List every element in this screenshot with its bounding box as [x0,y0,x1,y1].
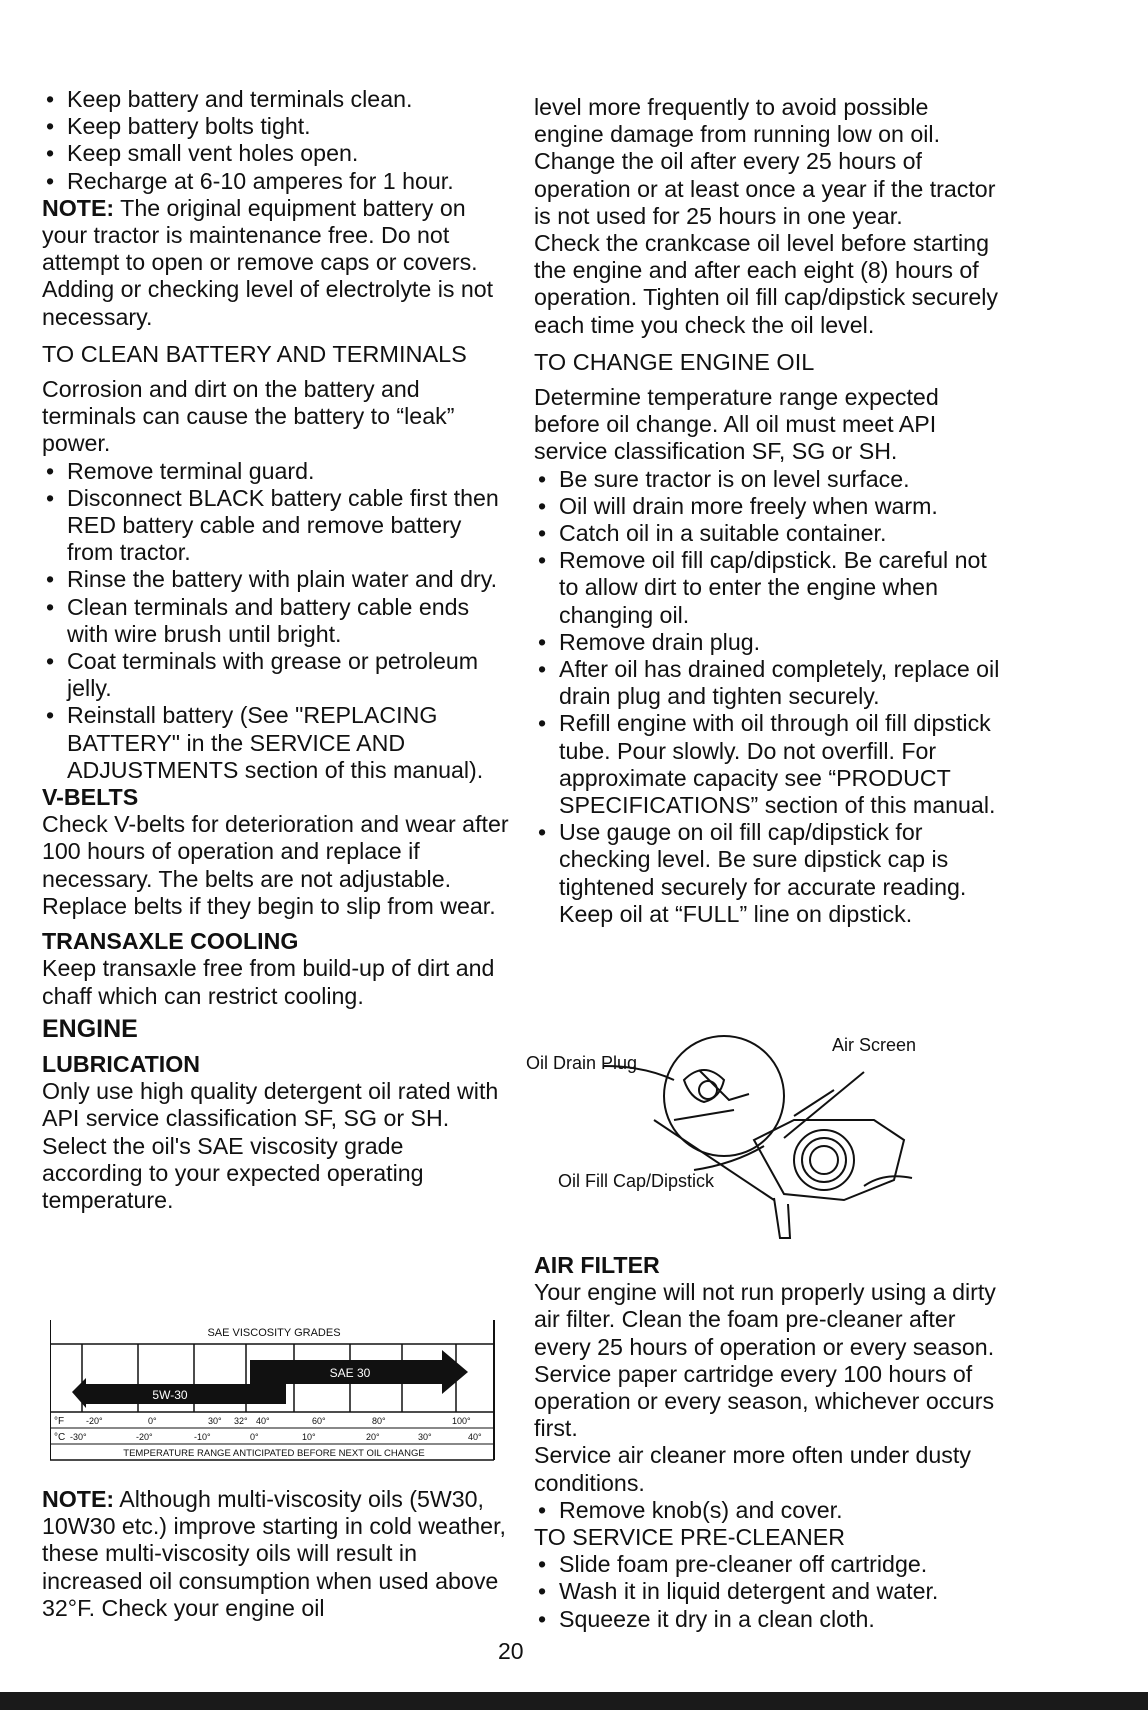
list-item: • Use gauge on oil fill cap/dipstick for checking level. Be sure dipstick cap is tightened securely for accurate reading. Keep oil at “FULL” line on dipstick. [534,819,1004,928]
list-item: • Be sure tractor is on level surface. [534,466,1004,493]
tick-label: -20° [136,1432,153,1442]
pre-cleaner-steps [534,1551,1004,1633]
oil-fill-cap-label: Oil Fill Cap/Dipstick [558,1171,715,1191]
list-item: • Oil will drain more freely when warm. [534,493,1004,520]
engine-oil-figure [524,1020,944,1252]
tick-label: 20° [366,1432,380,1442]
list-item: • After oil has drained completely, replace oil drain plug and tighten securely. [534,656,1004,710]
clean-battery-heading: TO CLEAN BATTERY AND TERMINALS [42,340,467,367]
vbelts-heading: V-BELTS [42,784,139,811]
list-item: • Disconnect BLACK battery cable first then RED battery cable and remove battery from tractor. [42,485,510,567]
chart-footer: TEMPERATURE RANGE ANTICIPATED BEFORE NEXT OIL CHANGE [123,1448,425,1459]
transaxle-text: Keep transaxle free from build-up of dirt and chaff which can restrict cooling. [42,955,495,1009]
note-text: Although multi-viscosity oils (5W30, 10W30 etc.) improve starting in cold weather, these multi-viscosity oils will result in increased oil consumption when used above 32°F. Check your engine oil [42,1486,506,1621]
list-item: • Keep battery bolts tight. [42,113,510,140]
tick-label: 32° [234,1416,248,1426]
change-oil-intro: Determine temperature range expected before oil change. All oil must meet API service classification SF, SG or SH. [534,384,939,465]
tick-label: 0° [148,1416,157,1426]
tick-label: 0° [250,1432,259,1442]
tick-label: 40° [256,1416,270,1426]
list-item: • Reinstall battery (See "REPLACING BATTERY" in the SERVICE AND ADJUSTMENTS section of this manual). [42,702,510,784]
page-number: 20 [498,1638,524,1664]
oil-check-continued: level more frequently to avoid possible engine damage from running low on oil. Change the oil after every 25 hours of operation or at least once a year if the tractor is not used for 25 hours in one year. [534,94,996,229]
oil-drain-plug-label: Oil Drain Plug [526,1053,638,1073]
clean-battery-steps [42,458,510,784]
list-item: • Remove knob(s) and cover. [534,1497,1004,1524]
tick-label: 100° [452,1416,471,1426]
list-item: • Catch oil in a suitable container. [534,520,1004,547]
list-item: • Squeeze it dry in a clean cloth. [534,1606,1004,1633]
sae30-label: SAE 30 [329,1366,371,1380]
tick-label: -30° [70,1432,87,1442]
viscosity-note [42,1486,510,1622]
note-text: The original equipment battery on your tractor is maintenance free. Do not attempt to open or remove caps or covers. Adding or checking level of electrolyte is not necessary. [42,194,494,330]
lubrication-heading: LUBRICATION [42,1050,200,1077]
right-column [534,94,1004,928]
list-item: • Rinse the battery with plain water and dry. [42,566,510,593]
list-item: • Wash it in liquid detergent and water. [534,1578,1004,1605]
change-oil-heading: TO CHANGE ENGINE OIL [534,348,815,375]
list-item: • Remove oil fill cap/dipstick. Be careful not to allow dirt to enter the engine when changing oil. [534,547,1004,629]
service-air-cleaner-text: Service air cleaner more often under dusty conditions. [534,1442,971,1496]
battery-care-list [42,86,510,195]
service-steps [534,1497,1004,1524]
engine-heading: ENGINE [42,1014,138,1043]
tick-label: 30° [418,1432,432,1442]
viscosity-note-block [42,1486,510,1622]
note-label: NOTE: [42,194,115,221]
tick-label: 30° [208,1416,222,1426]
list-item: • Refill engine with oil through oil fill dipstick tube. Pour slowly. Do not overfill. For approximate capacity see “PRODUCT SPECIFICATIONS” section of this manual. [534,710,1004,819]
list-item: • Remove drain plug. [534,629,1004,656]
list-item: • Recharge at 6-10 amperes for 1 hour. [42,168,510,195]
sae-viscosity-chart [50,1320,496,1466]
tick-label: -10° [194,1432,211,1442]
tick-label: -20° [86,1416,103,1426]
battery-note [42,195,510,331]
clean-battery-intro: Corrosion and dirt on the battery and terminals can cause the battery to “leak” power. [42,376,455,457]
change-oil-steps [534,466,1004,928]
pre-cleaner-heading: TO SERVICE PRE-CLEANER [534,1524,845,1551]
f-label: °F [54,1416,65,1427]
left-column [42,86,510,1214]
list-item: • Clean terminals and battery cable ends with wire brush until bright. [42,594,510,648]
air-filter-text: Your engine will not run properly using a dirty air filter. Clean the foam pre-cleaner after every 25 hours of operation or every season. Service paper cartridge every 100 hours of operation or every season, whichever occurs first. [534,1279,996,1442]
tick-label: 60° [312,1416,326,1426]
tick-label: 80° [372,1416,386,1426]
scan-edge [0,1692,1148,1710]
transaxle-heading: TRANSAXLE COOLING [42,928,299,955]
lubrication-text: Only use high quality detergent oil rated with API service classification SF, SG or SH. Select the oil's SAE viscosity grade according to your expected operating temperature. [42,1078,499,1213]
5w30-label: 5W-30 [152,1388,188,1402]
chart-title: SAE VISCOSITY GRADES [207,1327,341,1339]
crankcase-check-text: Check the crankcase oil level before starting the engine and after each eight (8) hours of operation. Tighten oil fill cap/dipstick securely each time you check the oil level. [534,230,998,338]
list-item: • Coat terminals with grease or petroleum jelly. [42,648,510,702]
air-filter-section [534,1252,1004,1633]
list-item: • Keep small vent holes open. [42,140,510,167]
c-label: °C [54,1432,66,1443]
air-screen-label: Air Screen [832,1035,917,1055]
note-label: NOTE: [42,1486,115,1512]
air-filter-heading: AIR FILTER [534,1252,660,1278]
tick-label: 40° [468,1432,482,1442]
list-item: • Remove terminal guard. [42,458,510,485]
list-item: • Keep battery and terminals clean. [42,86,510,113]
vbelts-text: Check V-belts for deterioration and wear after 100 hours of operation and replace if necessary. The belts are not adjustable. Replace belts if they begin to slip from wear. [42,811,509,919]
list-item: • Slide foam pre-cleaner off cartridge. [534,1551,1004,1578]
tick-label: 10° [302,1432,316,1442]
